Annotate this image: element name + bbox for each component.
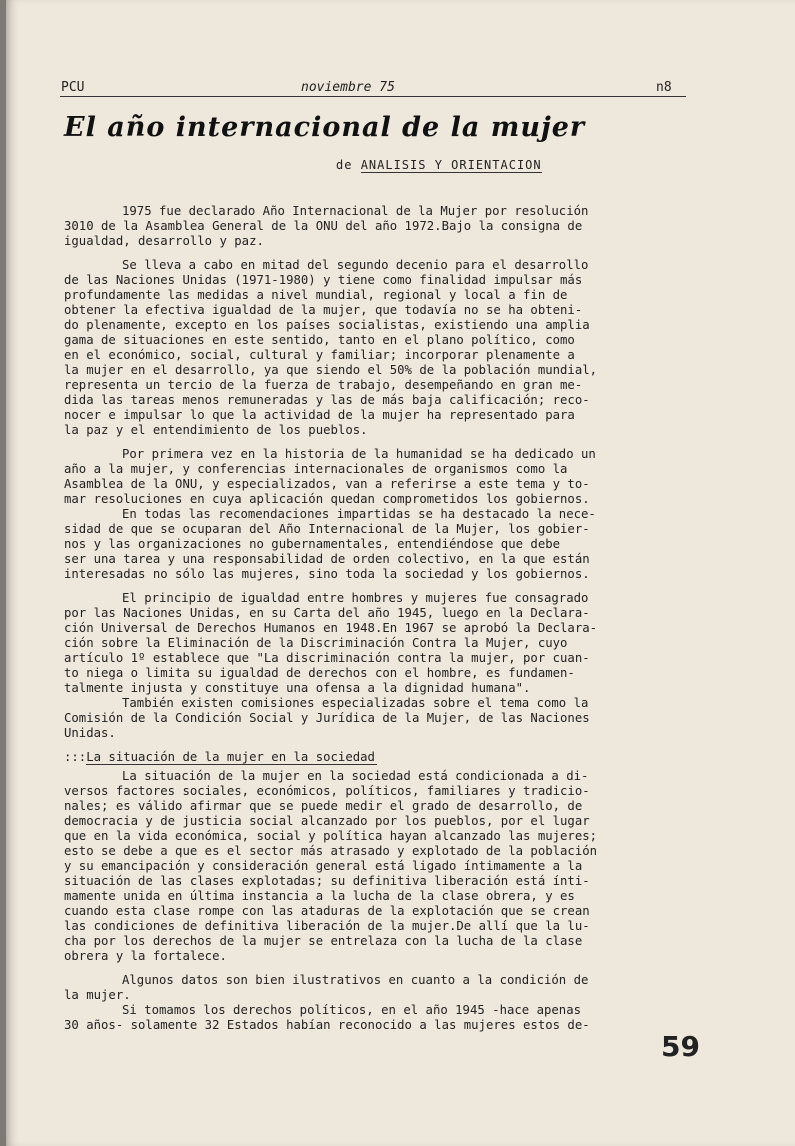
section-heading: [64, 750, 724, 765]
text-line: que en la vida económica, social y política hayan alcanzado las mujeres;: [64, 829, 598, 843]
text-line: 1975 fue declarado Año Internacional de la Mujer por resolución: [122, 204, 589, 218]
text-line: Comisión de la Condición Social y Jurídica de la Mujer, de las Naciones: [64, 711, 590, 725]
document-page: [6, 0, 795, 1146]
header-number: n8: [656, 80, 672, 95]
text-line: nocer e impulsar lo que la actividad de la mujer ha representado para: [64, 408, 575, 422]
text-line: dida las tareas menos remuneradas y las de más baja calificación; reco-: [64, 393, 590, 407]
text-line: Unidas.: [64, 726, 116, 740]
text-line: do plenamente, excepto en los países socialistas, existiendo una amplia: [64, 318, 590, 332]
text-line: las condiciones de definitiva liberación de la mujer.De allí que la lu-: [64, 919, 590, 933]
text-line: Asamblea de la ONU, y especializados, van a referirse a este tema y to-: [64, 477, 590, 491]
text-line: gama de situaciones en este sentido, tanto en el plano político, como: [64, 333, 575, 347]
paragraph: [64, 204, 724, 249]
text-line: mamente unida en última instancia a la lucha de la clase obrera, y es: [64, 889, 575, 903]
paragraph: [64, 258, 724, 438]
text-line: Si tomamos los derechos políticos, en el año 1945 -hace apenas: [122, 1003, 582, 1017]
page-number: 59: [661, 1030, 700, 1063]
text-line: esto se debe a que es el sector más atrasado y explotado de la población: [64, 844, 598, 858]
article-source: [336, 158, 542, 172]
section-marker: :::: [64, 750, 87, 764]
text-line: y su emancipación y consideración general está ligado íntimamente a la: [64, 859, 583, 873]
text-line: sidad de que se ocuparan del Año Internacional de la Mujer, los gobier-: [64, 522, 590, 536]
text-line: la paz y el entendimiento de los pueblos.: [64, 423, 368, 437]
text-line: obrera y la fortalece.: [64, 949, 227, 963]
paragraph: [64, 591, 724, 696]
section-paragraphs: [64, 769, 724, 1033]
text-line: cuando esta clase rompe con las ataduras de la explotación que se crean: [64, 904, 590, 918]
text-line: cha por los derechos de la mujer se entrelaza con la lucha de la clase: [64, 934, 583, 948]
text-line: ser una tarea y una responsabilidad de orden colectivo, en la que están: [64, 552, 590, 566]
text-line: obtener la efectiva igualdad de la mujer, que todavía no se ha obteni-: [64, 303, 583, 317]
header-date: noviembre 75: [301, 80, 395, 95]
article-body: [64, 204, 724, 1042]
text-line: versos factores sociales, económicos, políticos, familiares y tradicio-: [64, 784, 590, 798]
paragraph: [64, 973, 724, 1003]
text-line: 3010 de la Asamblea General de la ONU del año 1972.Bajo la consigna de: [64, 219, 583, 233]
text-line: igualdad, desarrollo y paz.: [64, 234, 264, 248]
header-publication: PCU: [61, 80, 85, 95]
text-line: situación de las clases explotadas; su definitiva liberación está ínti-: [64, 874, 590, 888]
text-line: representa un tercio de la fuerza de trabajo, desempeñando en gran me-: [64, 378, 583, 392]
paragraph: [64, 696, 724, 741]
text-line: democracia y de justicia social alcanzado por los pueblos, por el lugar: [64, 814, 590, 828]
text-line: año a la mujer, y conferencias internacionales de organismos como la: [64, 462, 568, 476]
text-line: Se lleva a cabo en mitad del segundo decenio para el desarrollo: [122, 258, 589, 272]
text-line: Algunos datos son bien ilustrativos en cuanto a la condición de: [122, 973, 589, 987]
text-line: la mujer.: [64, 988, 131, 1002]
text-line: nales; es válido afirmar que se puede medir el grado de desarrollo, de: [64, 799, 583, 813]
text-line: La situación de la mujer en la sociedad está condicionada a di-: [122, 769, 589, 783]
paragraph: [64, 447, 724, 507]
text-line: la mujer en el desarrollo, ya que siendo el 50% de la población mundial,: [64, 363, 598, 377]
section-title: La situación de la mujer en la sociedad: [86, 750, 375, 764]
header-rule: [60, 96, 686, 97]
text-line: nos y las organizaciones no gubernamentales, entendiéndose que debe: [64, 537, 561, 551]
intro-paragraphs: [64, 204, 724, 741]
text-line: por las Naciones Unidas, en su Carta del año 1945, luego en la Declara-: [64, 606, 590, 620]
text-line: de las Naciones Unidas (1971-1980) y tiene como finalidad impulsar más: [64, 273, 583, 287]
text-line: También existen comisiones especializadas sobre el tema como la: [122, 696, 589, 710]
text-line: talmente injusta y constituye una ofensa a la dignidad humana".: [64, 681, 531, 695]
text-line: Por primera vez en la historia de la humanidad se ha dedicado un: [122, 447, 596, 461]
text-line: en el económico, social, cultural y familiar; incorporar plenamente a: [64, 348, 575, 362]
article-title: El año internacional de la mujer: [64, 112, 586, 143]
text-line: to niega o limita su igualdad de derechos con el hombre, es fundamen-: [64, 666, 575, 680]
text-line: artículo 1º establece que "La discriminación contra la mujer, por cuan-: [64, 651, 590, 665]
text-line: El principio de igualdad entre hombres y mujeres fue consagrado: [122, 591, 589, 605]
text-line: ción Universal de Derechos Humanos en 1948.En 1967 se aprobó la Declara-: [64, 621, 598, 635]
text-line: mar resoluciones en cuya aplicación quedan comprometidos los gobiernos.: [64, 492, 590, 506]
source-prefix: de: [336, 158, 361, 172]
source-name: ANALISIS Y ORIENTACION: [360, 158, 542, 172]
paragraph: [64, 1003, 724, 1033]
text-line: ción sobre la Eliminación de la Discriminación Contra la Mujer, cuyo: [64, 636, 568, 650]
text-line: En todas las recomendaciones impartidas se ha destacado la nece-: [122, 507, 596, 521]
text-line: 30 años- solamente 32 Estados habían reconocido a las mujeres estos de-: [64, 1018, 590, 1032]
paragraph: [64, 507, 724, 582]
paragraph: [64, 769, 724, 964]
text-line: profundamente las medidas a nivel mundial, regional y local a fin de: [64, 288, 568, 302]
text-line: interesadas no sólo las mujeres, sino toda la sociedad y los gobiernos.: [64, 567, 590, 581]
